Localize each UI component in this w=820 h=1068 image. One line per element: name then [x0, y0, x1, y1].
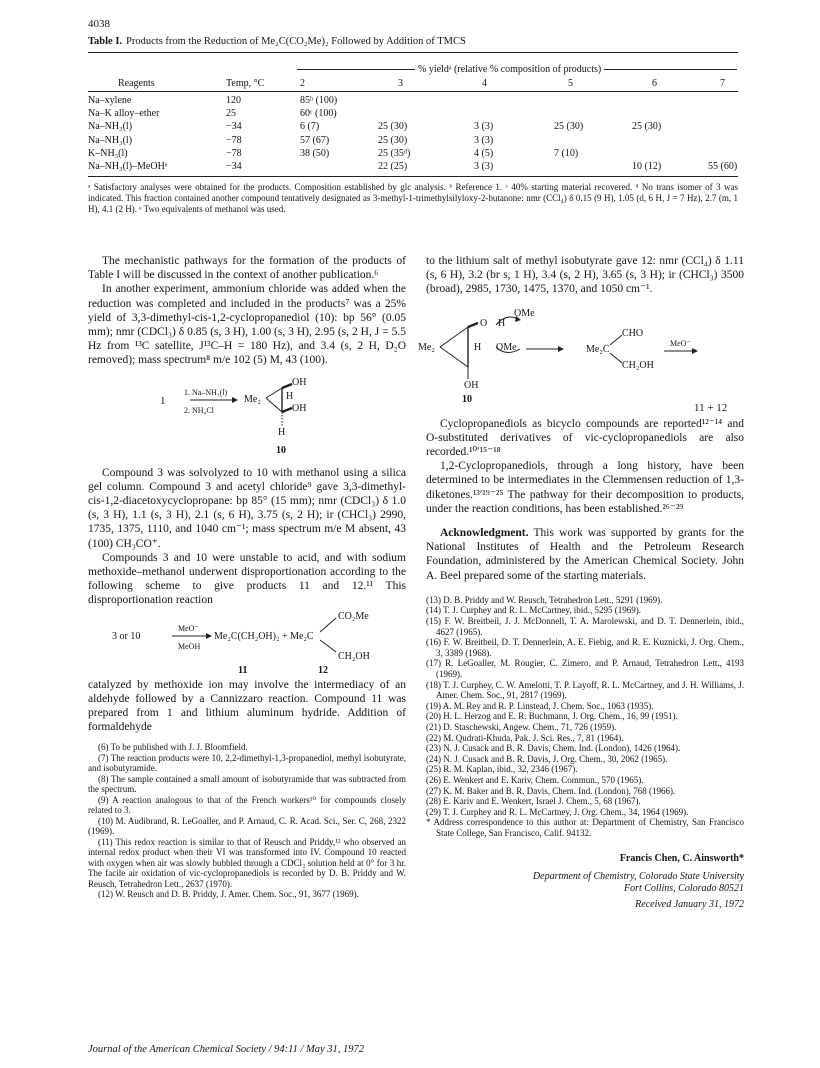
- acknowledgment: [426, 526, 744, 583]
- reference-item: * Address correspondence to this author at: Department of Chemistry, San Francisco State College, San Francisco, Calif. 94132.: [426, 817, 744, 838]
- scheme-2-product: Me₂C(CH₂OH)₂ + Me₂C: [214, 630, 314, 642]
- reference-item: (17) R. LeGoaller, M. Rougier, C. Zimero, and P. Arnaud, Tetrahedron Lett., 4193 (1969).: [426, 658, 744, 679]
- table-cell: 25: [226, 108, 236, 120]
- table-cell: 3 (3): [474, 121, 494, 133]
- scheme-2-label-12: 12: [318, 664, 328, 676]
- ack-body: This work was supported by grants for the National Institutes of Health and the Petroleum Research Foundation, administered by the American Chemical Society. John A. Beel prepared some of the starting materials.: [426, 527, 744, 582]
- table-bottom-rule: [88, 176, 738, 177]
- scheme-3-me2: Me₂: [418, 341, 435, 353]
- scheme-1: [88, 374, 406, 466]
- table-cell: 22 (25): [378, 161, 408, 172]
- scheme-2-reagent-top: MeO⁻: [178, 623, 199, 633]
- col-head-temp: Temp, °C: [226, 78, 265, 89]
- scheme-1-label: 10: [276, 444, 286, 456]
- table-cell: 25 (30): [554, 121, 584, 133]
- table-cell-reagent: Na–xylene: [88, 95, 132, 106]
- reference-item: (19) A. M. Rey and R. P. Linstead, J. Chem. Soc., 1063 (1935).: [426, 700, 654, 711]
- reference-item: (24) N. J. Cusack and B. R. Davis, J. Org. Chem., 30, 2062 (1965).: [426, 753, 668, 764]
- left-paragraph-5: catalyzed by methoxide ion may involve the intermediacy of an aldehyde followed by a Cannizzaro reaction. Compound 11 was prepared from 1 and lithium aluminum hydride. Addition of formaldehyde: [88, 678, 406, 734]
- signature-block: [426, 853, 744, 911]
- scheme-1-start: 1: [160, 394, 166, 407]
- table-cell: 25 (30): [378, 134, 408, 146]
- col-head-2: 2: [300, 78, 305, 89]
- reference-item: (28) E. Kariv and E. Wenkert, Israel J. Chem., 5, 68 (1967).: [426, 796, 641, 807]
- scheme-1-me2: Me₂: [244, 393, 261, 405]
- authors: Francis Chen, C. Ainsworth*: [619, 852, 744, 864]
- footnote-item: (10) M. Audibrand, R. LeGoaller, and P. Arnaud, C. R. Acad. Sci., Ser. C, 268, 2322 (1969).: [88, 815, 406, 837]
- table-cell: 25 (35ᵈ): [378, 147, 411, 159]
- affiliation-2: Fort Collins, Colorado 80521: [623, 882, 744, 894]
- scheme-3-meo: MeO⁻: [670, 338, 691, 348]
- reference-item: (25) R. M. Kaplan, ibid., 32, 2346 (1967).: [426, 764, 578, 775]
- table-cell-reagent: Na–NH₃(l): [88, 121, 133, 133]
- table-label: Table I.: [88, 36, 123, 47]
- table-top-rule: [88, 52, 738, 53]
- yield-header: % yieldᵃ (relative % composition of products): [415, 64, 604, 75]
- col-head-reagents: Reagents: [118, 78, 155, 89]
- table-cell: 38 (50): [300, 147, 330, 159]
- col-head-4: 4: [482, 78, 487, 89]
- table-cell: 55 (60): [708, 161, 738, 172]
- scheme-1-drawing: [88, 374, 406, 466]
- table-cell-reagent: Na–NH₃(l): [88, 134, 133, 146]
- reference-item: (13) D. B. Priddy and W. Reusch, Tetrahedron Lett., 5291 (1969).: [426, 594, 663, 605]
- reference-item: (26) E. Wenkert and E. Kariv, Chem. Commun., 570 (1965).: [426, 774, 644, 785]
- table-cell: 4 (5): [474, 147, 494, 159]
- col-head-7: 7: [720, 78, 725, 89]
- journal-footer: Journal of the American Chemical Society / 94:11 / May 31, 1972: [88, 1044, 365, 1055]
- scheme-3-products: 11 + 12: [694, 401, 728, 414]
- ack-heading: Acknowledgment.: [440, 527, 529, 540]
- table-cell: −34: [226, 121, 242, 133]
- scheme-2-reagent-bot: MeOH: [178, 641, 201, 651]
- reference-item: (23) N. J. Cusack and B. R. Davis, Chem. Ind. (London), 1426 (1964).: [426, 743, 681, 754]
- table-cell-reagent: Na–NH₃(l)–MeOHᵉ: [88, 161, 168, 172]
- col-head-5: 5: [568, 78, 573, 89]
- scheme-3-me2c: Me₂C: [586, 343, 610, 355]
- scheme-3-cho: CHO: [622, 327, 644, 339]
- left-paragraph-3: Compound 3 was solvolyzed to 10 with methanol using a silica gel column. Compound 3 and acetyl chloride⁹ gave 3,3-dimethyl-cis-1,2-diacetoxycyclopropane: bp 85° (15 mm); nmr (CDCl₃) δ 1.0 (s, 3 H), 1.1 (s, 3 H), 2.1 (s, 6 H), 3.75 (s, 2 H); ir (CHCl₃) 2990, 1735, 1375, 1110, and 1040 cm⁻¹; mass spectrum m/e M absent, 43 (100) CH₃CO⁺.: [88, 466, 406, 550]
- reference-item: (15) F. W. Breitbeil, J. J. McDonnell, T. A. Marolewski, and D. T. Dennerlein, ibid., 4627 (1965).: [426, 616, 744, 637]
- table-cell-reagent: Na–K alloy–ether: [88, 108, 160, 120]
- scheme-1-oh-top: OH: [292, 376, 307, 388]
- scheme-3-ome-mid: OMe: [496, 341, 517, 353]
- reference-item: (16) F. W. Breitbeil, D. T. Dennerlein, A. E. Fiebig, and R. E. Kuznicki, J. Org. Chem., 3, 3389 (1968).: [426, 637, 744, 658]
- reference-item: (29) T. J. Curphey and R. L. McCartney, J. Org. Chem., 34, 1964 (1969).: [426, 806, 689, 817]
- reference-item: (22) M. Qudrati-Khuda, Pak. J. Sci. Res., 7, 81 (1964).: [426, 732, 624, 743]
- scheme-2: [88, 612, 406, 678]
- received-date: Received January 31, 1972: [635, 898, 744, 910]
- table-header-rule: [88, 91, 738, 92]
- scheme-2-start: 3 or 10: [112, 630, 141, 642]
- right-column: [418, 254, 744, 911]
- page-number: 4038: [88, 18, 110, 30]
- left-notes: [88, 742, 406, 900]
- footnote-item: (11) This redox reaction is similar to that of Reusch and Priddy,¹² who observed an internal redox product when their VI was transformed into IV. Compound 10 reacted with oxygen when air was slowly bubbled through a CDCl₃ solution held at 0° for 3 hr. The facile air oxidation of vic-cyclopropanediols is recorded by D. B. Priddy and W. Reusch, Tetrahedron Lett., 2637 (1970).: [88, 836, 406, 889]
- table-cell: 60ᶜ (100): [300, 108, 337, 120]
- table-cell: 3 (3): [474, 161, 494, 172]
- right-paragraph-2: Cyclopropanediols as bicyclo compounds are reported¹²⁻¹⁴ and O-substituted derivatives of vic-cyclopropanediols are also recorded.¹⁰ʹ¹⁵⁻¹⁸: [426, 417, 744, 459]
- scheme-2-ch2oh: CH₂OH: [338, 650, 370, 662]
- table-cell: 10 (12): [632, 161, 662, 172]
- left-paragraph-2: In another experiment, ammonium chloride was added when the reduction was completed and included in the products⁷ was a 25% yield of 3,3-dimethyl-cis-1,2-cyclopropanediol (10): bp 56° (0.05 mm); nmr (CDCl₃) δ 0.85 (s, 3 H), 1.00 (s, 3 H), 2.95 (s, 2 H, J = 5.5 Hz from ¹³C satellite, J¹³C–H = 180 Hz), and 3.4 (s, 2 H, D₂O removed); mass spectrum⁸ m/e 102 (5) M, 43 (100).: [88, 283, 406, 367]
- scheme-3-ome-top: OMe: [514, 307, 535, 319]
- references: [426, 595, 744, 839]
- table-title: [88, 36, 466, 47]
- left-paragraph-1: The mechanistic pathways for the formation of the products of Table I will be discussed in the context of another publication.⁶: [88, 255, 406, 282]
- right-paragraph-1: to the lithium salt of methyl isobutyrate gave 12: nmr (CCl₄) δ 1.11 (s, 6 H), 3.2 (br s, 1 H), 3.4 (s, 2 H), 3.65 (s, 3 H); ir (CHCl₃) 3500 (broad), 2985, 1730, 1475, 1370, and 1050 cm⁻¹.: [426, 255, 744, 296]
- table-cell: 25 (30): [378, 121, 408, 133]
- scheme-3-label-10: 10: [462, 393, 472, 405]
- left-paragraph-4: Compounds 3 and 10 were unstable to acid, and with sodium methoxide–methanol underwent disproportionation according to the following scheme to give products 11 and 12.¹¹ This disproportionation reaction: [88, 551, 406, 607]
- footnote-item: (12) W. Reusch and D. B. Priddy, J. Amer. Chem. Soc., 91, 3677 (1969).: [98, 889, 359, 900]
- scheme-3-ch2oh: CH₂OH: [622, 359, 654, 371]
- scheme-1-cond-2: 2. NH₄Cl: [184, 405, 214, 415]
- reference-item: (21) D. Staschewski, Angew. Chem., 71, 726 (1959).: [426, 721, 617, 732]
- scheme-1-h-top: H: [286, 390, 294, 402]
- scheme-3-h-top: H: [498, 317, 506, 329]
- reference-item: (20) H. L. Herzog and E. R. Buchmann, J. Org. Chem., 16, 99 (1951).: [426, 711, 678, 722]
- reference-item: (18) T. J. Curphey, C. W. Amelotti, T. P. Layoff, R. L. McCartney, and J. H. Williams, J. Amer. Chem. Soc., 91, 2817 (1969).: [426, 679, 744, 701]
- scheme-2-co2me: CO₂Me: [338, 610, 369, 622]
- affiliation-1: Department of Chemistry, Colorado State University: [532, 870, 744, 882]
- table-cell: −34: [226, 161, 242, 172]
- table-cell: 120: [226, 95, 241, 106]
- table-cell: 85ᵇ (100): [300, 95, 338, 106]
- left-column: [88, 254, 406, 900]
- col-head-6: 6: [652, 78, 657, 89]
- table-cell: 3 (3): [474, 134, 494, 146]
- table-cell-reagent: K–NH₃(l): [88, 147, 128, 159]
- footnote-item: (7) The reaction products were 10, 2,2-dimethyl-1,3-propanediol, methyl isobutyrate, and isobutyramide.: [88, 752, 406, 774]
- table-cell: 7 (10): [554, 147, 579, 159]
- table-cell: −78: [226, 134, 242, 146]
- scheme-3-o-top: O: [480, 317, 488, 329]
- col-head-3: 3: [398, 78, 403, 89]
- scheme-1-oh-bot: OH: [292, 402, 307, 414]
- table-cell: 6 (7): [300, 121, 320, 133]
- reference-item: (14) T. J. Curphey and R. L. McCartney, ibid., 5295 (1969).: [426, 605, 642, 616]
- table-caption: Products from the Reduction of Me₂C(CO₂Me)₂ Followed by Addition of TMCS: [126, 36, 466, 47]
- scheme-3: [418, 305, 744, 417]
- footnote-item: (6) To be published with J. J. Bloomfield.: [98, 742, 248, 753]
- table-cell: 57 (67): [300, 134, 330, 146]
- table-footnotes: ᵃ Satisfactory analyses were obtained for the products. Composition established by glc analysis. ᵇ Reference 1. ᶜ 40% starting material recovered. ᵈ No trans isomer of 3 was indicated. This fraction contained another compound tentatively designated as 3-methyl-1-trimethylsilyloxy-2-butanone: nmr (CCl₄) δ 0.15 (9 H), 1.05 (d, 6 H, J = 7 Hz), 2.7 (m, 1 H), 4.1 (2 H). ᵉ Two equivalents of methanol was used.: [88, 182, 738, 214]
- footnote-item: (8) The sample contained a small amount of isobutyramide that was subtracted from the spectrum.: [88, 773, 406, 795]
- scheme-1-cond-1: 1. Na–NH₃(l): [184, 387, 228, 397]
- yield-span-header: [297, 64, 737, 74]
- scheme-2-label-11: 11: [238, 664, 248, 676]
- table-cell: −78: [226, 147, 242, 159]
- reference-item: (27) K. M. Baker and B. R. Davis, Chem. Ind. (London), 768 (1966).: [426, 785, 676, 796]
- right-paragraph-3: 1,2-Cyclopropanediols, through a long history, have been determined to be intermediates in the Clemmensen reduction of 1,3-diketones.¹³ʹ¹⁹⁻²⁵ The pathway for their decomposition to products, under the reaction conditions, has been established.²⁶⁻²⁹: [426, 460, 744, 515]
- footnote-item: (9) A reaction analogous to that of the French workers¹⁰ for compounds closely related to 3.: [88, 794, 406, 816]
- scheme-3-h-mid: H: [474, 341, 482, 353]
- table-cell: 25 (30): [632, 121, 662, 133]
- scheme-3-oh: OH: [464, 379, 479, 391]
- scheme-1-h-bot: H: [278, 426, 286, 438]
